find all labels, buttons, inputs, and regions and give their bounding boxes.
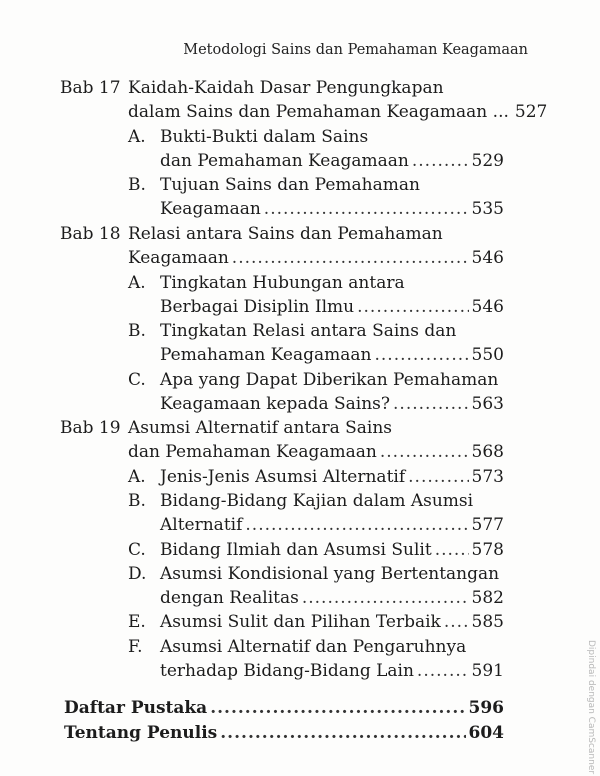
section-letter: F. — [128, 637, 143, 657]
toc-entry-section[interactable]: Keagamaan kepada Sains? ..... 563 — [160, 393, 504, 415]
page-number: 585 — [471, 612, 504, 632]
page-number: 582 — [471, 588, 504, 608]
section-title: Apa yang Dapat Diberikan Pemahaman — [160, 370, 499, 390]
page-number: 573 — [471, 467, 504, 487]
section-letter: A. — [128, 467, 146, 487]
section-title: Asumsi Kondisional yang Bertentangan — [160, 564, 500, 584]
toc-entry-section[interactable]: Keagamaan ..... 535 — [160, 198, 504, 220]
page-number: 604 — [468, 723, 504, 743]
toc-entry-section[interactable]: Jenis-Jenis Asumsi Alternatif ..... 573 — [160, 466, 504, 488]
page-number: 578 — [471, 540, 504, 560]
scanner-watermark: Dipindai dengan CamScanner — [586, 640, 596, 775]
section-letter: B. — [128, 491, 146, 511]
section-letter: B. — [128, 321, 146, 341]
chapter-title-line: Relasi antara Sains dan Pemahaman — [128, 224, 443, 244]
toc-entry-chapter[interactable]: dalam Sains dan Pemahaman Keagamaan ... 527 — [128, 102, 548, 122]
toc-entry-section[interactable]: dan Pemahaman Keagamaan ..... 529 — [160, 150, 504, 172]
chapter-label: Bab 18 — [60, 224, 121, 244]
section-letter: C. — [128, 540, 146, 560]
toc-entry-section[interactable]: Alternatif ..... 577 — [160, 514, 504, 536]
page-number: 568 — [471, 442, 504, 462]
running-header: Metodologi Sains dan Pemahaman Keagamaan — [183, 42, 528, 58]
chapter-label: Bab 19 — [60, 418, 121, 438]
section-letter: A. — [128, 127, 146, 147]
page-number: 529 — [471, 151, 504, 171]
page-number: 550 — [471, 345, 504, 365]
section-letter: A. — [128, 273, 146, 293]
toc-entry-section[interactable]: dengan Realitas ..... 582 — [160, 587, 504, 609]
section-letter: D. — [128, 564, 147, 584]
section-letter: C. — [128, 370, 146, 390]
toc-entry-bibliography[interactable]: Daftar Pustaka ..... 596 — [64, 697, 504, 719]
toc-entry-chapter[interactable]: dan Pemahaman Keagamaan ..... 568 — [128, 441, 504, 463]
section-title: Tujuan Sains dan Pemahaman — [160, 175, 420, 195]
page-number: 563 — [471, 394, 504, 414]
page-number: 527 — [514, 102, 548, 122]
section-title: Bukti-Bukti dalam Sains — [160, 127, 369, 147]
section-letter: E. — [128, 612, 146, 632]
page-number: 546 — [471, 248, 504, 268]
toc-entry-chapter[interactable]: Keagamaan ..... 546 — [128, 247, 504, 269]
section-title: Asumsi Alternatif dan Pengaruhnya — [160, 637, 467, 657]
section-title: Tingkatan Hubungan antara — [160, 273, 405, 293]
toc-entry-section[interactable]: Bidang Ilmiah dan Asumsi Sulit ..... 578 — [160, 539, 504, 561]
chapter-title-line: Kaidah-Kaidah Dasar Pengungkapan — [128, 78, 444, 98]
section-title: Tingkatan Relasi antara Sains dan — [160, 321, 457, 341]
page-number: 577 — [471, 515, 504, 535]
toc-entry-section[interactable]: terhadap Bidang-Bidang Lain ..... 591 — [160, 660, 504, 682]
chapter-title-line: Asumsi Alternatif antara Sains — [128, 418, 393, 438]
chapter-label: Bab 17 — [60, 78, 121, 98]
toc-entry-about-author[interactable]: Tentang Penulis ..... 604 — [64, 722, 504, 744]
page-number: 535 — [471, 199, 504, 219]
page-number: 546 — [471, 297, 504, 317]
section-title: Bidang-Bidang Kajian dalam Asumsi — [160, 491, 474, 511]
toc-entry-section[interactable]: Pemahaman Keagamaan ..... 550 — [160, 344, 504, 366]
page-number: 596 — [468, 698, 504, 718]
section-letter: B. — [128, 175, 146, 195]
toc-entry-section[interactable]: Asumsi Sulit dan Pilihan Terbaik ..... 585 — [160, 611, 504, 633]
page-number: 591 — [471, 661, 504, 681]
toc-entry-section[interactable]: Berbagai Disiplin Ilmu ..... 546 — [160, 296, 504, 318]
